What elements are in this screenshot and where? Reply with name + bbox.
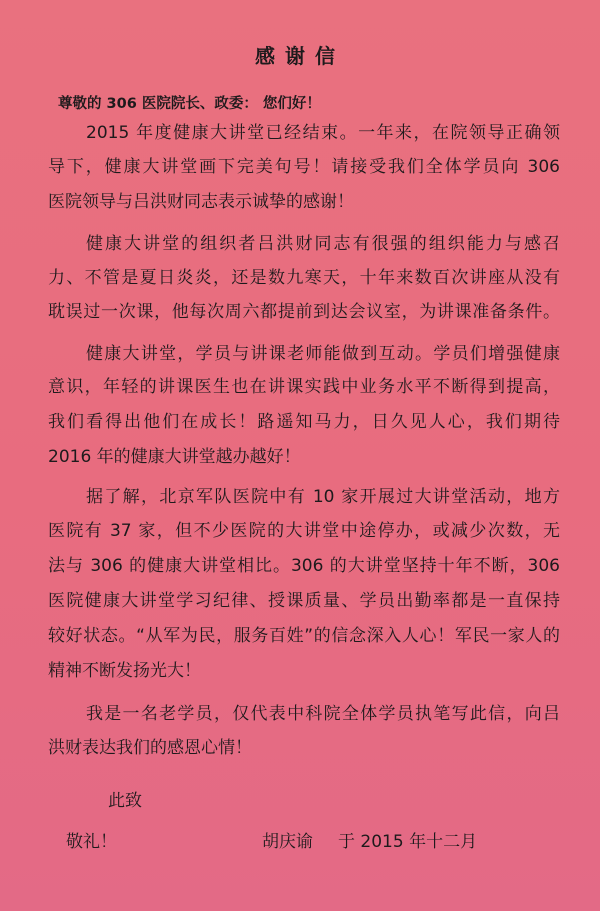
paragraph-1-line-3: 医院领导与吕洪财同志表示诚挚的感谢！ bbox=[48, 192, 354, 212]
paragraph-1-line-1: 2015 年度健康大讲堂已经结束。一年来，在院领导正确领 bbox=[86, 123, 560, 143]
letter-title: 感谢信 bbox=[255, 44, 345, 68]
letter-greeting: 尊敬的 306 医院院长、政委： 您们好！ bbox=[58, 96, 321, 112]
paragraph-4-line-5: 较好状态。“从军为民，服务百姓”的信念深入人心！军民一家人的 bbox=[48, 626, 560, 646]
paragraph-2-line-2: 力、不管是夏日炎炎，还是数九寒天，十年来数百次讲座从没有 bbox=[48, 268, 560, 288]
letter-date: 于 2015 年十二月 bbox=[338, 832, 478, 852]
paragraph-4-line-6: 精神不断发扬光大！ bbox=[48, 661, 201, 681]
paragraph-5-line-2: 洪财表达我们的感恩心情！ bbox=[48, 738, 252, 758]
closing-jingli: 敬礼！ bbox=[66, 832, 117, 852]
closing-cizhi: 此致 bbox=[108, 791, 142, 811]
paragraph-4-line-4: 医院健康大讲堂学习纪律、授课质量、学员出勤率都是一直保持 bbox=[48, 591, 560, 611]
paragraph-1-line-2: 导下，健康大讲堂画下完美句号！请接受我们全体学员向 306 bbox=[48, 157, 560, 177]
paragraph-3-line-1: 健康大讲堂，学员与讲课老师能做到互动。学员们增强健康 bbox=[86, 344, 560, 364]
paragraph-2-line-1: 健康大讲堂的组织者吕洪财同志有很强的组织能力与感召 bbox=[86, 234, 560, 254]
signature: 胡庆谕 bbox=[262, 832, 313, 852]
paragraph-4-line-1: 据了解，北京军队医院中有 10 家开展过大讲堂活动，地方 bbox=[86, 487, 560, 507]
paragraph-4-line-2: 医院有 37 家，但不少医院的大讲堂中途停办，或减少次数，无 bbox=[48, 521, 560, 541]
paragraph-3-line-2: 意识，年轻的讲课医生也在讲课实践中业务水平不断得到提高， bbox=[48, 377, 560, 397]
paragraph-3-line-4: 2016 年的健康大讲堂越办越好！ bbox=[48, 447, 301, 467]
paragraph-3-line-3: 我们看得出他们在成长！路遥知马力，日久见人心，我们期待 bbox=[48, 412, 560, 432]
paragraph-4-line-3: 法与 306 的健康大讲堂相比。306 的大讲堂坚持十年不断，306 bbox=[48, 556, 560, 576]
paragraph-2-line-3: 耽误过一次课，他每次周六都提前到达会议室，为讲课准备条件。 bbox=[48, 302, 560, 322]
paragraph-5-line-1: 我是一名老学员，仅代表中科院全体学员执笔写此信，向吕 bbox=[86, 704, 560, 724]
